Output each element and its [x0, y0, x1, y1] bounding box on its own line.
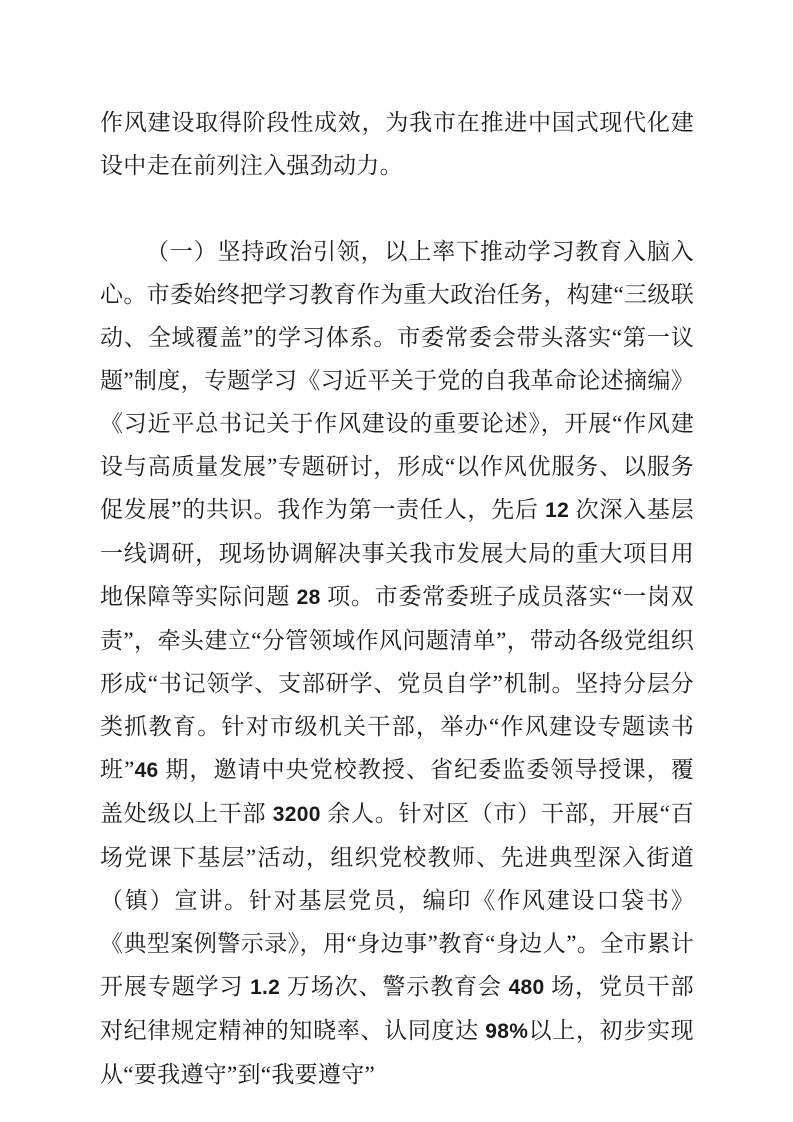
numeric-text: 480: [508, 976, 545, 999]
numeric-text: 3200: [272, 803, 321, 826]
numeric-text: 46: [134, 759, 159, 782]
body-text: （一）坚持政治引领，以上率下推动学习教育入脑入心。市委始终把学习教育作为重大政治任务，构建“三级联动、全域覆盖”的学习体系。市委常委会带头落实“第一议题”制度，专题学习《习近平关于党的自我革命论述摘编》《习近平总书记关于作风建设的重要论述》，开展“作风建设与高质量发展”专题研讨，形成“以作风优服务、以服务促发展”的共识。我作为第一责任人，先后: [100, 239, 694, 522]
body-text: 余人。针对区（市）干部，开展“百场党课下基层”活动，组织党校教师、先进典型深入街道（镇）宣讲。针对基层党员，编印《作风建设口袋书》《典型案例警示录》，用“身边事”教育“身边人”。全市累计开展专题学习: [100, 801, 695, 999]
body-text: 项。市委常委班子成员落实“一岗双责”，牵头建立“分管领域作风问题清单”，带动各级党组织形成“书记领学、支部研学、党员自学”机制。坚持分层分类抓教育。针对市级机关干部，举办“作风建设专题读书班”: [100, 584, 695, 782]
body-text: 万场次、警示教育会: [280, 974, 509, 999]
numeric-text: 1.2: [250, 976, 281, 999]
body-text: 以上，初步实现从“要我遵守”到“我要遵守”: [100, 1018, 694, 1087]
body-text: 期，邀请中央党校教授、省纪委监委领导授课，覆盖处级以上干部: [100, 757, 694, 826]
document-body: [100, 101, 694, 1096]
body-text: 次深入基层一线调研，现场协调解决事关我市发展大局的重大项目用地保障等实际问题: [100, 497, 694, 609]
numeric-text: 98%: [485, 1020, 529, 1043]
body-text: 场，党员干部对纪律规定精神的知晓率、认同度达: [100, 974, 694, 1043]
numeric-text: 28: [296, 586, 321, 609]
paragraph: [100, 101, 694, 187]
body-text: 作风建设取得阶段性成效，为我市在推进中国式现代化建设中走在前列注入强劲动力。: [100, 110, 694, 178]
numeric-text: 12: [545, 499, 570, 522]
paragraph: [100, 230, 694, 1096]
